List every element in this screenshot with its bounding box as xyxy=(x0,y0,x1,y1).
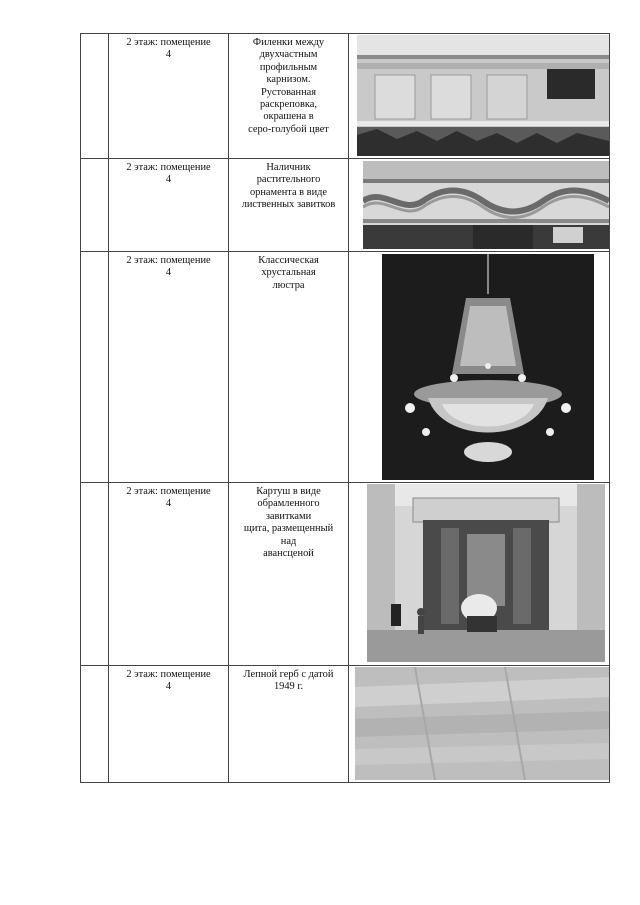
row-number-cell xyxy=(80,666,108,782)
location-cell xyxy=(108,34,228,158)
row-number-cell xyxy=(80,159,108,251)
description-text: Лепной герб с датой 1949 г. xyxy=(243,669,334,693)
table-row xyxy=(80,252,610,483)
description-cell xyxy=(228,34,348,158)
chandelier-photo xyxy=(382,254,594,480)
location-cell xyxy=(108,483,228,665)
row-number-cell xyxy=(80,252,108,482)
location-text: 2 этаж: помещение 4 xyxy=(126,37,211,61)
heritage-table xyxy=(80,33,610,783)
description-text: Классическая хрустальная люстра xyxy=(258,255,319,291)
photo-cell xyxy=(348,252,610,482)
photo-cell xyxy=(348,34,610,158)
photo-cell xyxy=(348,666,610,782)
row-number-cell xyxy=(80,483,108,665)
description-cell xyxy=(228,159,348,251)
ornament-frieze-photo xyxy=(363,161,609,249)
row-number-cell xyxy=(80,34,108,158)
description-text: Картуш в виде обрамленного завитками щита, размещенный над авансценой xyxy=(243,486,334,560)
location-text: 2 этаж: помещение 4 xyxy=(126,255,211,279)
description-cell xyxy=(228,666,348,782)
stage-cartouche-photo xyxy=(367,484,605,662)
photo-cell xyxy=(348,483,610,665)
table-row xyxy=(80,159,610,252)
location-text: 2 этаж: помещение 4 xyxy=(126,162,211,186)
location-cell xyxy=(108,666,228,782)
location-text: 2 этаж: помещение 4 xyxy=(126,669,211,693)
table-row xyxy=(80,33,610,159)
coat-of-arms-photo xyxy=(355,667,609,780)
photo-cell xyxy=(348,159,610,251)
location-text: 2 этаж: помещение 4 xyxy=(126,486,211,510)
description-text: Филенки между двухчастным профильным карнизом. Рустованная раскреповка, окрашена в серо-голубой цвет xyxy=(248,37,329,135)
location-cell xyxy=(108,252,228,482)
wall-panels-photo xyxy=(357,35,609,156)
table-row xyxy=(80,666,610,783)
description-text: Наличник растительного орнамента в виде лиственных завитков xyxy=(241,162,336,211)
location-cell xyxy=(108,159,228,251)
description-cell xyxy=(228,483,348,665)
table-row xyxy=(80,483,610,666)
description-cell xyxy=(228,252,348,482)
